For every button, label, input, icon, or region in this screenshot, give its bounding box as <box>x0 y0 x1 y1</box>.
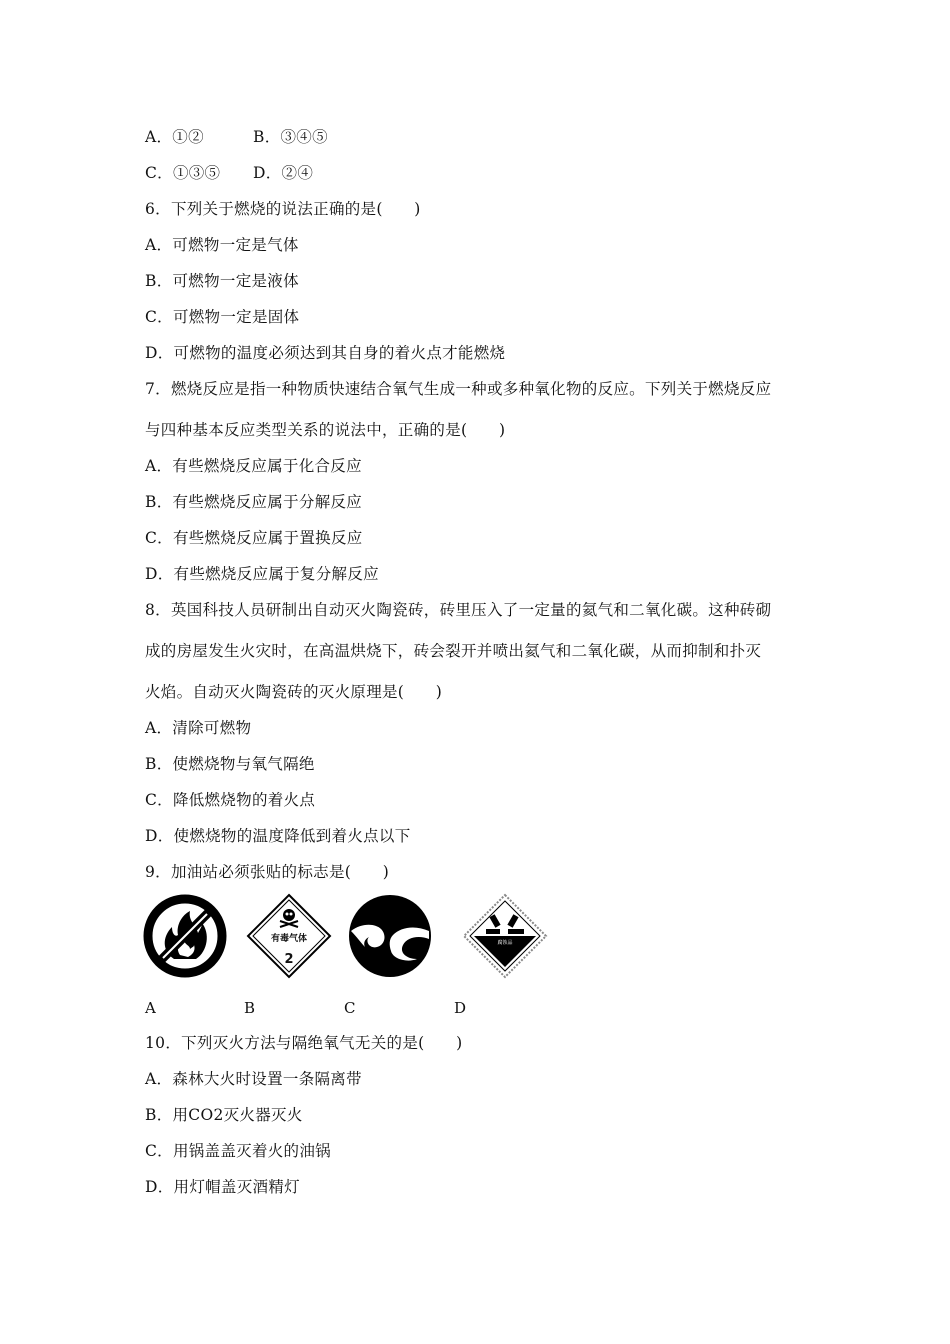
q9-label-a: A <box>145 999 156 1017</box>
q5-option-b: B．③④⑤ <box>253 128 328 146</box>
q8-stem-line-2: 成的房屋发生火灾时，在高温烘烧下，砖会裂开并喷出氦气和二氧化碳，从而抑制和扑灭 <box>145 642 762 660</box>
toxic-gas-sign-number: 2 <box>284 952 294 967</box>
toxic-gas-sign-text: 有毒气体 <box>270 934 307 944</box>
q7-option-a: A．有些燃烧反应属于化合反应 <box>145 457 362 475</box>
no-fire-sign-icon <box>142 893 228 979</box>
q5-option-c: C．①③⑤ <box>145 164 221 182</box>
skull-icon <box>283 909 295 921</box>
q6-option-c: C．可燃物一定是固体 <box>145 308 300 326</box>
q10-option-a: A．森林大火时设置一条隔离带 <box>145 1070 362 1088</box>
q7-option-d: D．有些燃烧反应属于复分解反应 <box>145 565 379 583</box>
q8-stem-line-1: 8．英国科技人员研制出自动灭火陶瓷砖，砖里压入了一定量的氦气和二氧化碳。这种砖砌 <box>145 601 772 619</box>
q6-stem: 6．下列关于燃烧的说法正确的是( ) <box>145 200 421 218</box>
q5-option-d: D．②④ <box>253 164 314 182</box>
q10-option-b: B．用CO2灭火器灭火 <box>145 1106 303 1124</box>
q6-option-b: B．可燃物一定是液体 <box>145 272 299 290</box>
q7-stem-line-1: 7．燃烧反应是指一种物质快速结合氧气生成一种或多种氧化物的反应。下列关于燃烧反应 <box>145 380 772 398</box>
q8-option-d: D．使燃烧物的温度降低到着火点以下 <box>145 827 411 845</box>
q9-label-c: C <box>344 999 356 1017</box>
q8-option-b: B．使燃烧物与氧气隔绝 <box>145 755 315 773</box>
q5-option-row-1 <box>145 127 328 147</box>
q9-stem: 9．加油站必须张贴的标志是( ) <box>145 863 390 881</box>
q7-stem-line-2: 与四种基本反应类型关系的说法中，正确的是( ) <box>145 421 506 439</box>
q7-option-b: B．有些燃烧反应属于分解反应 <box>145 493 363 511</box>
q5-option-row-2 <box>145 163 314 183</box>
q8-option-a: A．清除可燃物 <box>145 719 252 737</box>
q8-stem-line-3: 火焰。自动灭火陶瓷砖的灭火原理是( ) <box>145 683 443 701</box>
q5-option-a: A．①② <box>145 128 204 146</box>
q10-option-d: D．用灯帽盖灭酒精灯 <box>145 1178 300 1196</box>
q10-option-c: C．用锅盖盖灭着火的油锅 <box>145 1142 331 1160</box>
q7-option-c: C．有些燃烧反应属于置换反应 <box>145 529 363 547</box>
corrosive-sign-text: 腐蚀品 <box>497 940 513 946</box>
q8-option-c: C．降低燃烧物的着火点 <box>145 791 316 809</box>
corrosive-sign-icon <box>462 893 548 979</box>
q9-signs <box>142 893 562 979</box>
droplet-sign-icon <box>347 893 433 979</box>
q9-label-d: D <box>454 999 467 1017</box>
q9-label-b: B <box>244 999 256 1017</box>
q6-option-a: A．可燃物一定是气体 <box>145 236 299 254</box>
q6-option-d: D．可燃物的温度必须达到其自身的着火点才能燃烧 <box>145 344 506 362</box>
q10-stem: 10．下列灭火方法与隔绝氧气无关的是( ) <box>145 1034 463 1052</box>
